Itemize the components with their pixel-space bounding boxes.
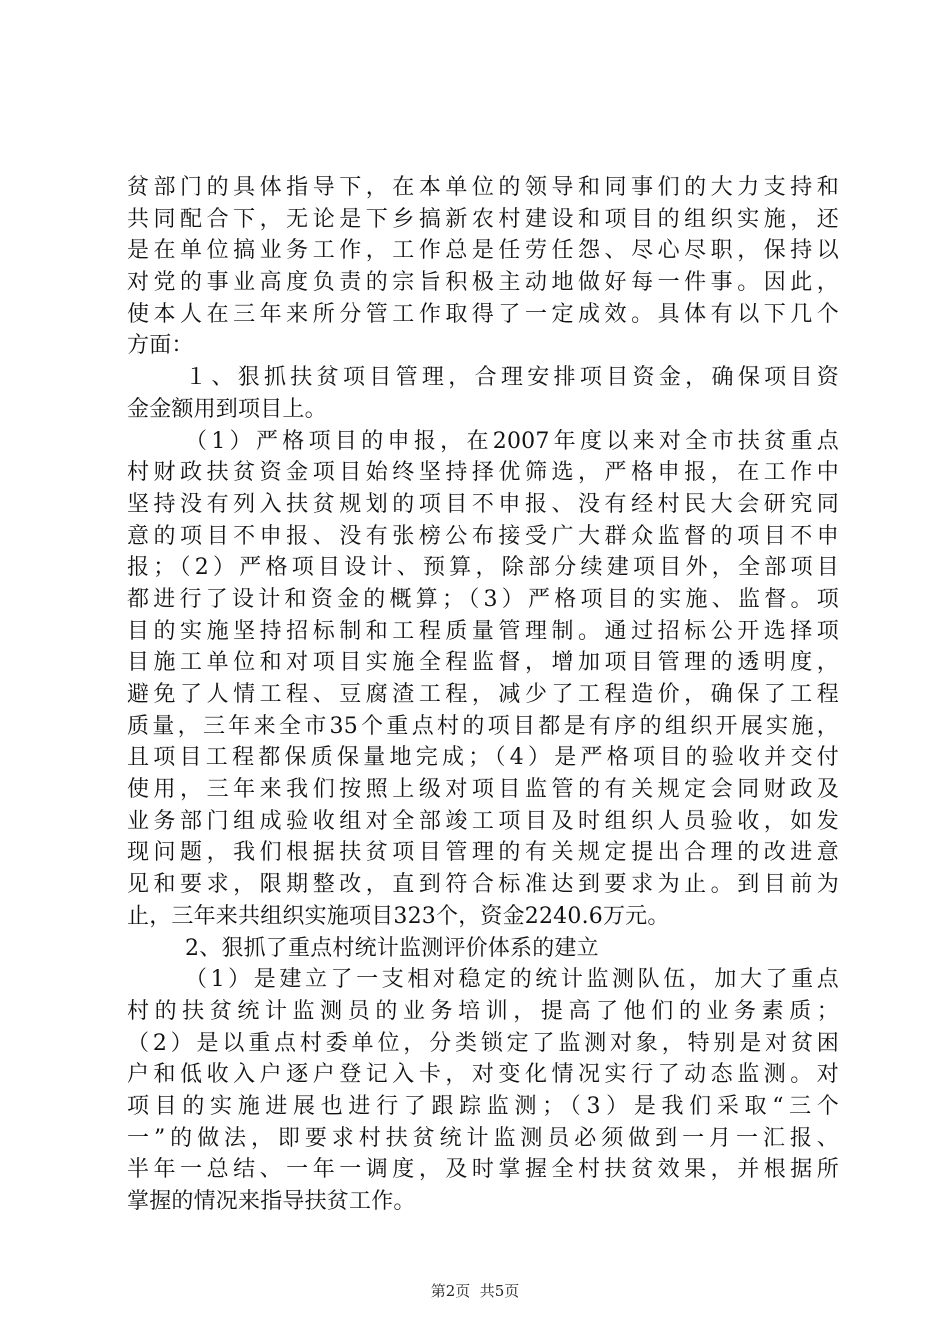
text-line: 对党的事业高度负责的宗旨积极主动地做好每一件事。因此， xyxy=(127,270,839,296)
text-line: 方面： xyxy=(127,333,194,359)
text-line: １、狠抓扶贫项目管理，合理安排项目资金，确保项目资 xyxy=(185,365,839,391)
text-line: 报；（2）严格项目设计、预算，除部分续建项目外，全部项目 xyxy=(127,555,839,581)
text-line: 掌握的情况来指导扶贫工作。 xyxy=(127,1189,416,1214)
text-line: 项目的实施进展也进行了跟踪监测；（3）是我们采取“三个 xyxy=(127,1093,839,1119)
text-line: 共同配合下，无论是下乡搞新农村建设和项目的组织实施，还 xyxy=(127,206,839,232)
text-line: （1）严格项目的申报，在2007年度以来对全市扶贫重点 xyxy=(185,428,839,454)
text-line: 现问题，我们根据扶贫项目管理的有关规定提出合理的改进意 xyxy=(127,840,839,866)
text-line: 避免了人情工程、豆腐渣工程，减少了工程造价，确保了工程 xyxy=(127,682,839,707)
text-line: 坚持没有列入扶贫规划的项目不申报、没有经村民大会研究同 xyxy=(127,491,839,517)
text-line: 户和低收入户逐户登记入卡，对变化情况实行了动态监测。对 xyxy=(127,1062,839,1088)
text-line: 见和要求，限期整改，直到符合标准达到要求为止。到目前为 xyxy=(127,872,839,898)
text-line: 止，三年来共组织实施项目323个，资金2240.6万元。 xyxy=(127,903,670,929)
page-footer xyxy=(0,1281,950,1301)
text-line: （1）是建立了一支相对稳定的统计监测队伍，加大了重点 xyxy=(185,967,839,993)
text-line: 目施工单位和对项目实施全程监督，增加项目管理的透明度， xyxy=(127,650,839,676)
text-line: 使本人在三年来所分管工作取得了一定成效。具体有以下几个 xyxy=(127,301,839,327)
text-line: 使用，三年来我们按照上级对项目监管的有关规定会同财政及 xyxy=(127,777,839,803)
text-line: 质量，三年来全市35个重点村的项目都是有序的组织开展实施， xyxy=(127,713,839,739)
text-line: 村财政扶贫资金项目始终坚持择优筛选，严格申报，在工作中 xyxy=(127,460,839,486)
text-line: 都进行了设计和资金的概算；（3）严格项目的实施、监督。项 xyxy=(127,586,839,612)
document-body xyxy=(127,172,839,1218)
text-line: 金金额用到项目上。 xyxy=(127,396,327,422)
text-line: （2）是以重点村委单位，分类锁定了监测对象，特别是对贫困 xyxy=(127,1030,839,1056)
text-line: 半年一总结、一年一调度，及时掌握全村扶贫效果，并根据所 xyxy=(127,1157,839,1183)
text-line: 村的扶贫统计监测员的业务培训，提高了他们的业务素质； xyxy=(127,998,839,1024)
text-line: 目的实施坚持招标制和工程质量管理制。通过招标公开选择项 xyxy=(127,618,839,644)
text-line: 贫部门的具体指导下，在本单位的领导和同事们的大力支持和 xyxy=(127,175,839,200)
text-line: 业务部门组成验收组对全部竣工项目及时组织人员验收，如发 xyxy=(127,808,839,834)
text-line: 2、狠抓了重点村统计监测评价体系的建立 xyxy=(185,935,599,961)
text-line: 意的项目不申报、没有张榜公布接受广大群众监督的项目不申 xyxy=(127,523,839,549)
text-line: 且项目工程都保质保量地完成；（4）是严格项目的验收并交付 xyxy=(127,745,839,771)
text-line: 是在单位搞业务工作，工作总是任劳任怨、尽心尽职，保持以 xyxy=(127,238,839,264)
page-number-label: 第2页 共5页 xyxy=(430,1282,520,1300)
text-line: 一”的做法，即要求村扶贫统计监测员必须做到一月一汇报、 xyxy=(127,1125,839,1151)
